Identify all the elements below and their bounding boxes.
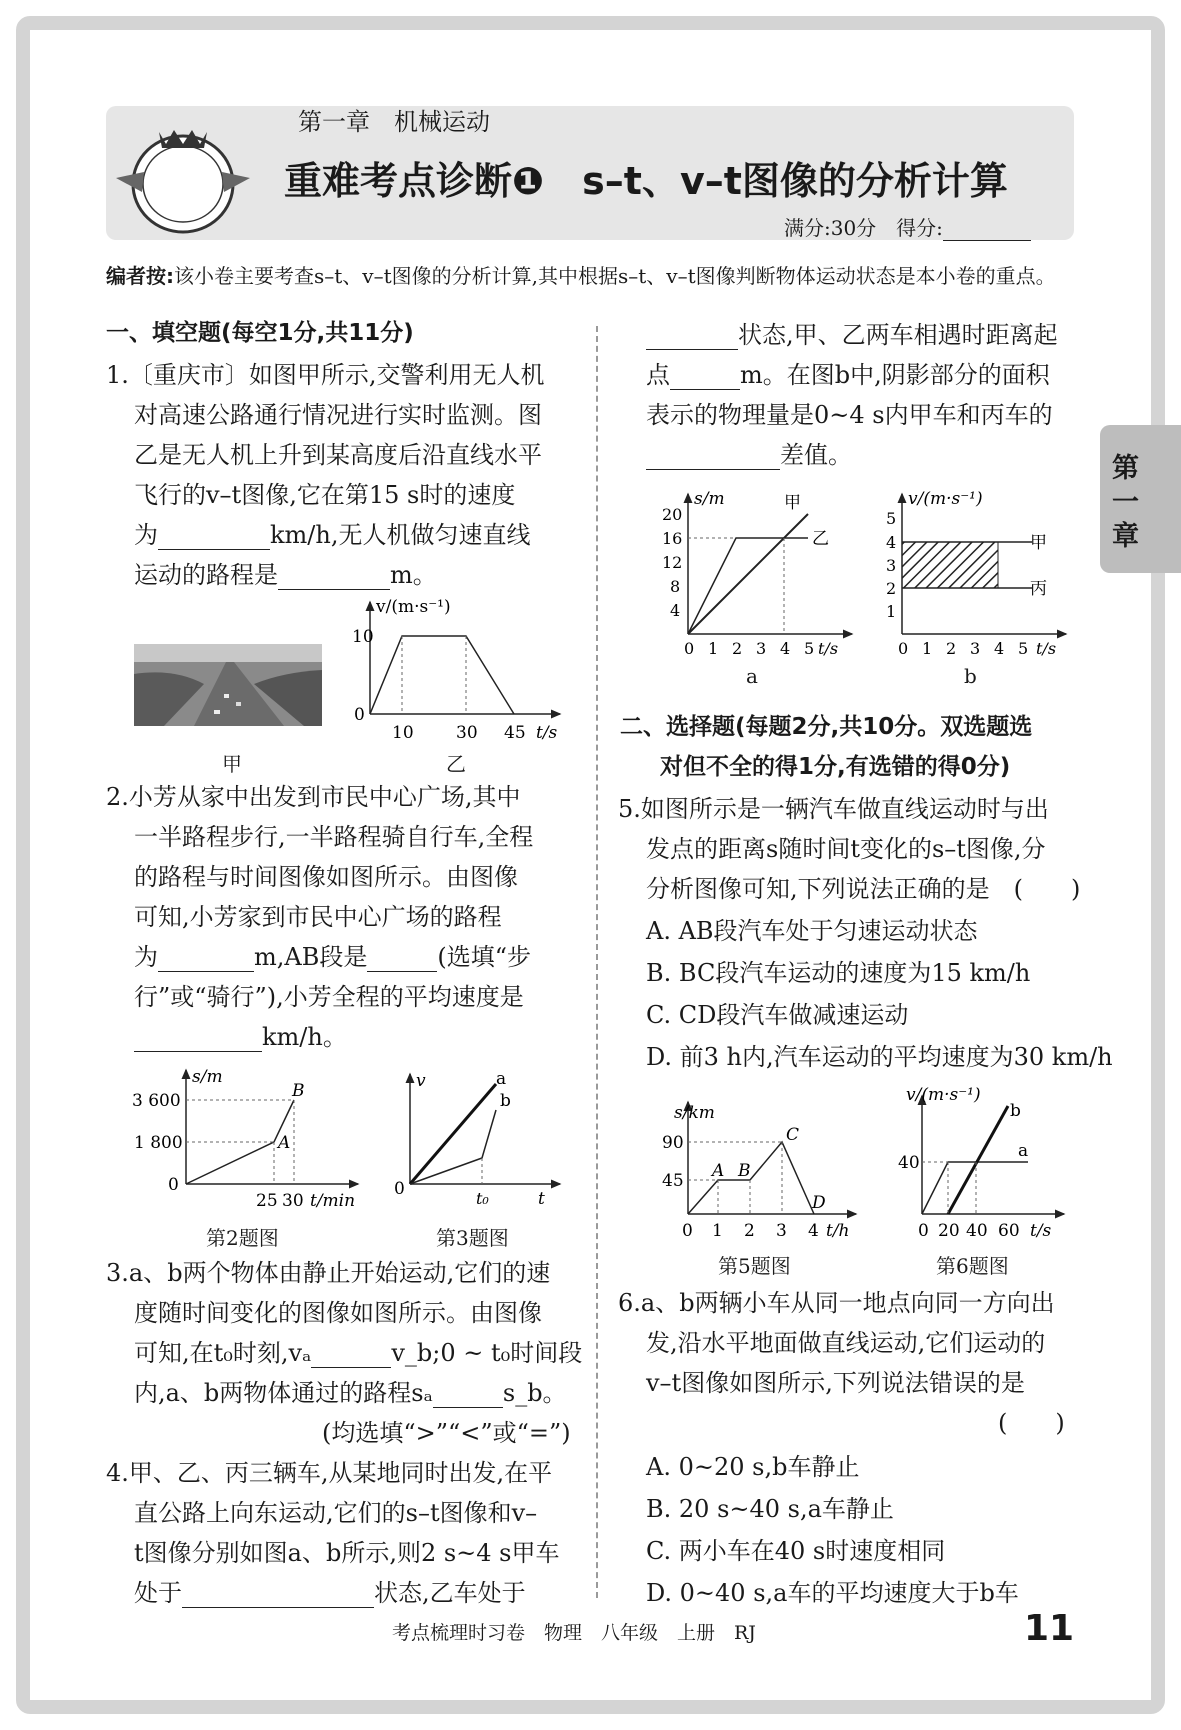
q1-line3: 乙是无人机上升到某高度后沿直线水平 bbox=[134, 441, 542, 469]
q3-line4: 内,a、b两物体通过的路程sₐ s_b。 bbox=[134, 1379, 567, 1407]
y-tick: 4 bbox=[886, 533, 897, 552]
svg-text:0: 0 bbox=[394, 1179, 405, 1199]
q1-line6: 运动的路程是 m。 bbox=[134, 561, 437, 589]
y-tick: 1 bbox=[886, 602, 897, 621]
x-tick: 3 bbox=[756, 639, 767, 658]
editor-note bbox=[106, 260, 1086, 289]
y-label: v bbox=[416, 1071, 426, 1091]
x-tick: 30 bbox=[282, 1191, 304, 1211]
q3-line1: 3.a、b两个物体由静止开始运动,它们的速 bbox=[106, 1259, 551, 1287]
x-label: t bbox=[538, 1189, 545, 1209]
q4a-st-chart bbox=[656, 488, 856, 658]
x-tick: 1 bbox=[712, 1221, 723, 1241]
side-tab-text: 第一章 bbox=[1112, 453, 1139, 552]
x-tick: 5 bbox=[1018, 639, 1029, 658]
q4b-vt-chart bbox=[878, 488, 1078, 658]
x-tick: 20 bbox=[938, 1221, 960, 1241]
q5-line2: 发点的距离s随时间t变化的s–t图像,分 bbox=[646, 835, 1046, 863]
y-label: v/(m·s⁻¹) bbox=[906, 1085, 981, 1105]
x-tick: 1 bbox=[922, 639, 933, 658]
q5-line3: 分析图像可知,下列说法正确的是 ( ) bbox=[646, 875, 1081, 903]
series-label-a: a bbox=[1018, 1141, 1029, 1161]
q4-line7: 表示的物理量是0~4 s内甲车和丙车的 bbox=[646, 401, 1053, 429]
drone-photo bbox=[134, 644, 322, 726]
q1-line4: 飞行的v–t图像,它在第15 s时的速度 bbox=[134, 481, 516, 509]
x-tick: 1 bbox=[708, 639, 719, 658]
q6-vt-chart bbox=[896, 1082, 1072, 1246]
y-tick: 12 bbox=[662, 553, 683, 572]
page-number: 11 bbox=[1024, 1608, 1075, 1649]
q6-option-b[interactable]: B. 20 s~40 s,a车静止 bbox=[646, 1495, 894, 1523]
q3-line5: (均选填“>”“<”或“=”) bbox=[322, 1419, 571, 1447]
q2-line4: 可知,小芳家到市民中心广场的路程 bbox=[134, 903, 502, 931]
x-label: t/s bbox=[818, 639, 839, 658]
series-label-yi: 乙 bbox=[812, 529, 829, 549]
line-b bbox=[410, 1110, 496, 1184]
answer-blank[interactable] bbox=[646, 325, 738, 350]
y-tick: 3 600 bbox=[132, 1091, 181, 1111]
x-tick: 40 bbox=[966, 1221, 988, 1241]
q6-line3: v–t图像如图所示,下列说法错误的是 bbox=[646, 1369, 1025, 1397]
x-tick: 2 bbox=[744, 1221, 755, 1241]
y-tick: 0 bbox=[168, 1175, 179, 1195]
x-label: t/s bbox=[1036, 639, 1057, 658]
x-tick: 0 bbox=[918, 1221, 929, 1241]
x-tick: 25 bbox=[256, 1191, 278, 1211]
q6-line1: 6.a、b两辆小车从同一地点向同一方向出 bbox=[618, 1289, 1055, 1317]
x-tick: 45 bbox=[504, 723, 526, 743]
q3-caption: 第3题图 bbox=[436, 1226, 509, 1250]
y-label: s/km bbox=[674, 1103, 715, 1123]
q5-option-d[interactable]: D. 前3 h内,汽车运动的平均速度为30 km/h bbox=[646, 1043, 1113, 1071]
y-tick: 20 bbox=[662, 505, 683, 524]
line-a bbox=[922, 1162, 1028, 1214]
line-b bbox=[948, 1106, 1008, 1214]
y-tick: 40 bbox=[898, 1153, 920, 1173]
y-tick: 4 bbox=[670, 601, 681, 620]
q1-vt-chart bbox=[348, 596, 568, 746]
q6-answer-bracket[interactable]: ( ) bbox=[998, 1409, 1065, 1437]
q6-caption: 第6题图 bbox=[936, 1254, 1009, 1278]
q4-line4: 处于 状态,乙车处于 bbox=[134, 1579, 526, 1607]
q1-line5: 为 km/h,无人机做匀速直线 bbox=[134, 521, 531, 549]
x-tick: 30 bbox=[456, 723, 478, 743]
series-label-b: b bbox=[500, 1091, 511, 1111]
section2-title-1: 二、选择题(每题2分,共10分。双选题选 bbox=[620, 714, 1033, 740]
x-tick: 4 bbox=[994, 639, 1005, 658]
q4b-caption: b bbox=[964, 664, 977, 688]
answer-blank[interactable] bbox=[670, 365, 740, 390]
q5-line1: 5.如图所示是一辆汽车做直线运动时与出 bbox=[618, 795, 1049, 823]
point-label: A bbox=[712, 1161, 725, 1181]
q4-line6: 点 m。在图b中,阴影部分的面积 bbox=[646, 361, 1050, 389]
y-tick: 45 bbox=[662, 1171, 684, 1191]
q1-caption-yi: 乙 bbox=[446, 752, 466, 776]
x-label: t/s bbox=[536, 723, 558, 743]
line-yi bbox=[688, 538, 808, 634]
q5-option-b[interactable]: B. BC段汽车运动的速度为15 km/h bbox=[646, 959, 1031, 987]
q2-line6: 行”或“骑行”),小芳全程的平均速度是 bbox=[134, 983, 524, 1011]
answer-blank[interactable] bbox=[278, 565, 390, 590]
section2-title-2: 对但不全的得1分,有选错的得0分) bbox=[660, 754, 1011, 780]
y-tick: 8 bbox=[670, 577, 681, 596]
x-tick: 10 bbox=[392, 723, 414, 743]
y-tick: 16 bbox=[662, 529, 683, 548]
series-label-b: b bbox=[1010, 1101, 1021, 1121]
q2-line7: km/h。 bbox=[134, 1022, 347, 1052]
x-tick: 4 bbox=[808, 1221, 819, 1241]
answer-blank[interactable] bbox=[182, 1583, 374, 1608]
x-tick: 2 bbox=[946, 639, 957, 658]
section1-title: 一、填空题(每空1分,共11分) bbox=[106, 320, 414, 346]
y-tick: 90 bbox=[662, 1133, 684, 1153]
st-line bbox=[688, 1142, 814, 1214]
q3-line3: 可知,在t₀时刻,vₐ v_b;0 ~ t₀时间段 bbox=[134, 1339, 583, 1367]
q6-line2: 发,沿水平地面做直线运动,它们运动的 bbox=[646, 1329, 1046, 1357]
y-tick: 2 bbox=[886, 579, 897, 598]
q6-option-a[interactable]: A. 0~20 s,b车静止 bbox=[646, 1453, 860, 1481]
q4-line3: t图像分别如图a、b所示,则2 s~4 s甲车 bbox=[134, 1539, 560, 1567]
seal-logo bbox=[114, 118, 252, 238]
y-label: s/m bbox=[694, 489, 725, 509]
q3-line2: 度随时间变化的图像如图所示。由图像 bbox=[134, 1299, 542, 1327]
y-label: s/m bbox=[192, 1067, 223, 1087]
point-label: D bbox=[812, 1193, 826, 1213]
q4a-caption: a bbox=[746, 664, 758, 688]
answer-blank[interactable] bbox=[367, 947, 437, 972]
answer-blank[interactable] bbox=[158, 525, 270, 550]
point-label: B bbox=[292, 1081, 305, 1101]
x-tick: t₀ bbox=[476, 1189, 489, 1208]
point-label: B bbox=[738, 1161, 751, 1181]
q1-caption-jia: 甲 bbox=[222, 752, 242, 776]
y-tick: 0 bbox=[354, 705, 365, 725]
series-label-a: a bbox=[496, 1070, 507, 1089]
score-line bbox=[784, 212, 1031, 241]
q5-caption: 第5题图 bbox=[718, 1254, 791, 1278]
q5-st-chart bbox=[654, 1096, 866, 1246]
y-tick: 5 bbox=[886, 509, 897, 528]
series-label-jia: 甲 bbox=[1030, 533, 1047, 553]
answer-blank[interactable] bbox=[646, 445, 780, 470]
x-tick: 4 bbox=[780, 639, 791, 658]
answer-blank[interactable] bbox=[433, 1383, 503, 1408]
x-tick: 60 bbox=[998, 1221, 1020, 1241]
note-text: 该小卷主要考查s–t、v–t图像的分析计算,其中根据s–t、v–t图像判断物体运动状态是本小卷的重点。 bbox=[174, 264, 1056, 288]
x-tick: 0 bbox=[898, 639, 909, 658]
q4-line5: 状态,甲、乙两车相遇时距离起 bbox=[646, 320, 1058, 350]
q4-line8: 差值。 bbox=[646, 440, 852, 470]
x-label: t/min bbox=[310, 1191, 356, 1211]
point-label: A bbox=[278, 1133, 291, 1153]
q2-caption: 第2题图 bbox=[206, 1226, 279, 1250]
x-label: t/h bbox=[826, 1221, 850, 1241]
line-jia bbox=[688, 514, 808, 634]
score-blank bbox=[943, 222, 1031, 241]
q2-line2: 一半路程步行,一半路程骑自行车,全程 bbox=[134, 823, 534, 851]
y-tick: 3 bbox=[886, 556, 897, 575]
score-label: 满分:30分 得分: bbox=[784, 216, 943, 240]
vt-line bbox=[370, 636, 514, 714]
q2-line3: 的路程与时间图像如图所示。由图像 bbox=[134, 863, 518, 891]
q5-option-a[interactable]: A. AB段汽车处于匀速运动状态 bbox=[646, 917, 978, 945]
x-label: t/s bbox=[1030, 1221, 1052, 1241]
page-title: 重难考点诊断❶ s–t、v–t图像的分析计算 bbox=[284, 159, 1008, 203]
x-tick: 3 bbox=[776, 1221, 787, 1241]
point-label: C bbox=[786, 1125, 800, 1145]
q4-line2: 直公路上向东运动,它们的s–t图像和v– bbox=[134, 1499, 538, 1527]
column-divider bbox=[596, 326, 598, 1598]
chapter-title: 第一章 机械运动 bbox=[298, 108, 490, 136]
series-label-jia: 甲 bbox=[784, 493, 801, 513]
x-tick: 3 bbox=[970, 639, 981, 658]
q2-st-chart bbox=[128, 1066, 368, 1216]
y-label: v/(m·s⁻¹) bbox=[908, 489, 983, 509]
answer-blank[interactable] bbox=[311, 1343, 391, 1368]
note-label: 编者按: bbox=[106, 264, 174, 288]
q6-option-c[interactable]: C. 两小车在40 s时速度相同 bbox=[646, 1537, 946, 1565]
x-tick: 2 bbox=[732, 639, 743, 658]
q1-line1: 1.〔重庆市〕如图甲所示,交警利用无人机 bbox=[106, 361, 545, 389]
q4-line1: 4.甲、乙、丙三辆车,从某地同时出发,在平 bbox=[106, 1459, 553, 1487]
x-tick: 0 bbox=[684, 639, 695, 658]
shaded-area bbox=[902, 542, 998, 588]
y-tick: 10 bbox=[352, 627, 374, 647]
q1-line2: 对高速公路通行情况进行实时监测。图 bbox=[134, 401, 542, 429]
x-tick: 0 bbox=[682, 1221, 693, 1241]
q6-option-d[interactable]: D. 0~40 s,a车的平均速度大于b车 bbox=[646, 1579, 1019, 1607]
q2-line5: 为 m,AB段是 (选填“步 bbox=[134, 943, 531, 971]
footer-text: 考点梳理时习卷 物理 八年级 上册 RJ bbox=[392, 1622, 756, 1644]
answer-blank[interactable] bbox=[158, 947, 254, 972]
y-tick: 1 800 bbox=[134, 1133, 183, 1153]
q3-vt-chart bbox=[392, 1070, 568, 1216]
answer-blank[interactable] bbox=[134, 1027, 262, 1052]
q2-line1: 2.小芳从家中出发到市民中心广场,其中 bbox=[106, 783, 521, 811]
series-label-bing: 丙 bbox=[1030, 579, 1047, 599]
q5-option-c[interactable]: C. CD段汽车做减速运动 bbox=[646, 1001, 909, 1029]
y-label: v/(m·s⁻¹) bbox=[376, 597, 451, 617]
x-tick: 5 bbox=[804, 639, 815, 658]
